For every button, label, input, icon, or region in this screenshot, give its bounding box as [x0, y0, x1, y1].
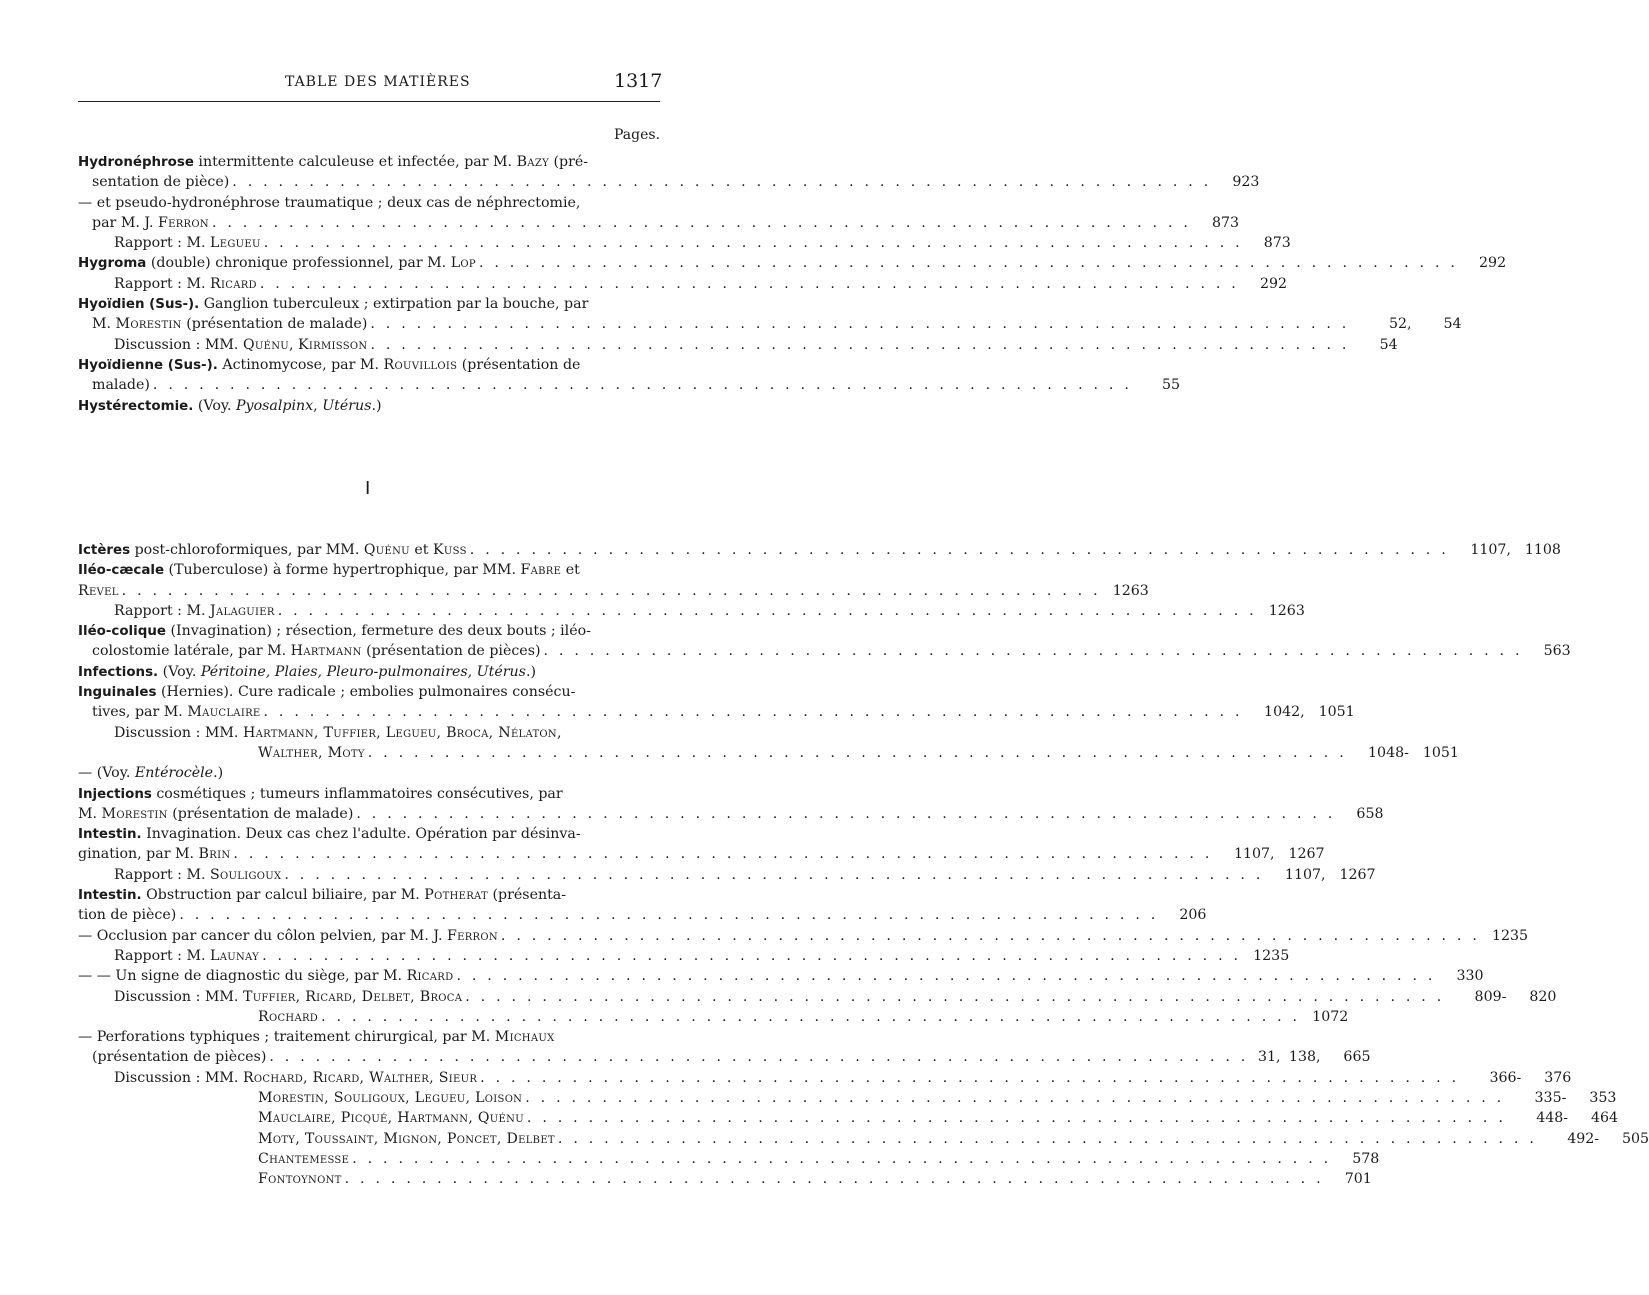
index-entry: — (Voy. Entérocèle.) — [78, 765, 224, 782]
index-entry: Chantemesse . . . . . . . . . . . . . . . . . . . . . . . . . . . . . . . . . . . . . . . . . . . . . . . . . . . . . . . . . . . . . . . . 578 — [258, 1150, 1380, 1167]
index-entry: Ictères post-chloroformiques, par MM. Quénu et Kuss . . . . . . . . . . . . . . . . . . . . . . . . . . . . . . . . . . . . . . . . . . . . . . . . . . . . . . . . . . . . . . . . 1107, 1108 — [78, 542, 1561, 558]
index-entry-cont: M. Morestin (présentation de malade) . . . . . . . . . . . . . . . . . . . . . . . . . . . . . . . . . . . . . . . . . . . . . . . . . . . . . . . . . . . . . . . . 52, 54 — [92, 316, 1462, 333]
pages-column-label: Pages. — [614, 127, 661, 143]
index-entry: Hystérectomie. (Voy. Pyosalpinx, Utérus.) — [78, 397, 382, 414]
page-number: 1317 — [614, 70, 663, 92]
index-entry: Rapport : M. Ricard . . . . . . . . . . . . . . . . . . . . . . . . . . . . . . . . . . . . . . . . . . . . . . . . . . . . . . . . . . . . . . . . 292 — [114, 275, 1288, 292]
index-entry: Morestin, Souligoux, Legueu, Loison . . . . . . . . . . . . . . . . . . . . . . . . . . . . . . . . . . . . . . . . . . . . . . . . . . . . . . . . . . . . . . . . 335- 353 — [258, 1090, 1617, 1107]
index-entry: Discussion : MM. Quénu, Kirmisson . . . . . . . . . . . . . . . . . . . . . . . . . . . . . . . . . . . . . . . . . . . . . . . . . . . . . . . . . . . . . . . . 54 — [114, 336, 1398, 353]
index-entry: — — Un signe de diagnostic du siège, par M. Ricard . . . . . . . . . . . . . . . . . . . . . . . . . . . . . . . . . . . . . . . . . . . . . . . . . . . . . . . . . . . . . . . . 330 — [78, 968, 1484, 985]
index-entry: Iléo-colique (Invagination) ; résection, fermeture des deux bouts ; iléo- — [78, 623, 591, 640]
index-entry: Injections cosmétiques ; tumeurs inflammatoires consécutives, par — [78, 785, 563, 802]
index-entry: Hydronéphrose intermittente calculeuse et infectée, par M. Bazy (pré- — [78, 154, 589, 170]
index-entry: Mauclaire, Picqué, Hartmann, Quénu . . . . . . . . . . . . . . . . . . . . . . . . . . . . . . . . . . . . . . . . . . . . . . . . . . . . . . . . . . . . . . . . 448- 464 — [258, 1110, 1619, 1127]
section-letter: I — [365, 478, 371, 499]
index-entry: — Perforations typhiques ; traitement chirurgical, par M. Michaux — [78, 1029, 555, 1046]
index-entry-cont: (présentation de pièces) . . . . . . . . . . . . . . . . . . . . . . . . . . . . . . . . . . . . . . . . . . . . . . . . . . . . . . . . . . . . . . . . 31, 138, 665 — [92, 1049, 1371, 1066]
index-entry-cont: Revel . . . . . . . . . . . . . . . . . . . . . . . . . . . . . . . . . . . . . . . . . . . . . . . . . . . . . . . . . . . . . . . . 1263 — [78, 582, 1149, 599]
index-entry: — et pseudo-hydronéphrose traumatique ; deux cas de néphrectomie, — [78, 194, 581, 211]
index-entry: Rapport : M. Souligoux . . . . . . . . . . . . . . . . . . . . . . . . . . . . . . . . . . . . . . . . . . . . . . . . . . . . . . . . . . . . . . . . 1107, 1267 — [114, 866, 1376, 883]
index-entry: Intestin. Invagination. Deux cas chez l'adulte. Opération par désinva- — [78, 826, 581, 843]
index-entry: Rapport : M. Launay . . . . . . . . . . . . . . . . . . . . . . . . . . . . . . . . . . . . . . . . . . . . . . . . . . . . . . . . . . . . . . . . 1235 — [114, 947, 1290, 964]
index-entry-cont: sentation de pièce) . . . . . . . . . . . . . . . . . . . . . . . . . . . . . . . . . . . . . . . . . . . . . . . . . . . . . . . . . . . . . . . . 923 — [92, 174, 1260, 191]
index-entry: Moty, Toussaint, Mignon, Poncet, Delbet . . . . . . . . . . . . . . . . . . . . . . . . . . . . . . . . . . . . . . . . . . . . . . . . . . . . . . . . . . . . . . . . 492- 505 — [258, 1130, 1649, 1147]
index-entry: Intestin. Obstruction par calcul biliaire, par M. Potherat (présenta- — [78, 887, 567, 904]
index-section-i — [78, 540, 1649, 1190]
index-entry-cont: Walther, Moty . . . . . . . . . . . . . . . . . . . . . . . . . . . . . . . . . . . . . . . . . . . . . . . . . . . . . . . . . . . . . . . . 1048- 1051 — [258, 744, 1459, 761]
index-entry: Discussion : MM. Tuffier, Ricard, Delbet, Broca . . . . . . . . . . . . . . . . . . . . . . . . . . . . . . . . . . . . . . . . . . . . . . . . . . . . . . . . . . . . . . . . 809- 820 — [114, 988, 1557, 1005]
header-rule — [78, 101, 660, 102]
index-entry: Hyoïdienne (Sus-). Actinomycose, par M. Rouvillois (présentation de — [78, 356, 581, 373]
index-entry: Hyoïdien (Sus-). Ganglion tuberculeux ; extirpation par la bouche, par — [78, 296, 589, 313]
index-entry: Rochard . . . . . . . . . . . . . . . . . . . . . . . . . . . . . . . . . . . . . . . . . . . . . . . . . . . . . . . . . . . . . . . . 1072 — [258, 1008, 1349, 1025]
index-entry: Discussion : MM. Hartmann, Tuffier, Legueu, Broca, Nélaton, — [114, 724, 562, 741]
index-entry: Fontoynont . . . . . . . . . . . . . . . . . . . . . . . . . . . . . . . . . . . . . . . . . . . . . . . . . . . . . . . . . . . . . . . . 701 — [258, 1171, 1372, 1188]
index-entry-cont: tives, par M. Mauclaire . . . . . . . . . . . . . . . . . . . . . . . . . . . . . . . . . . . . . . . . . . . . . . . . . . . . . . . . . . . . . . . . 1042, 1051 — [92, 704, 1355, 721]
index-entry-cont: colostomie latérale, par M. Hartmann (présentation de pièces) . . . . . . . . . . . . . . . . . . . . . . . . . . . . . . . . . . . . . . . . . . . . . . . . . . . . . . . . . . . . . . . . 563 — [92, 643, 1571, 660]
index-entry: Rapport : M. Legueu . . . . . . . . . . . . . . . . . . . . . . . . . . . . . . . . . . . . . . . . . . . . . . . . . . . . . . . . . . . . . . . . 873 — [114, 235, 1291, 252]
index-entry: Rapport : M. Jalaguier . . . . . . . . . . . . . . . . . . . . . . . . . . . . . . . . . . . . . . . . . . . . . . . . . . . . . . . . . . . . . . . . 1263 — [114, 602, 1305, 619]
index-entry: Iléo-cæcale (Tuberculose) à forme hypertrophique, par MM. Fabre et — [78, 562, 580, 579]
index-entry: Inguinales (Hernies). Cure radicale ; embolies pulmonaires consécu- — [78, 684, 576, 701]
index-entry-cont: tion de pièce) . . . . . . . . . . . . . . . . . . . . . . . . . . . . . . . . . . . . . . . . . . . . . . . . . . . . . . . . . . . . . . . . 206 — [78, 907, 1207, 924]
index-entry-cont: M. Morestin (présentation de malade) . . . . . . . . . . . . . . . . . . . . . . . . . . . . . . . . . . . . . . . . . . . . . . . . . . . . . . . . . . . . . . . . 658 — [78, 805, 1384, 822]
header-title: TABLE DES MATIÈRES — [285, 74, 471, 90]
index-section-h — [78, 152, 1507, 416]
index-entry: Hygroma (double) chronique professionnel, par M. Lop . . . . . . . . . . . . . . . . . . . . . . . . . . . . . . . . . . . . . . . . . . . . . . . . . . . . . . . . . . . . . . . . 292 — [78, 255, 1507, 272]
index-entry-cont: gination, par M. Brin . . . . . . . . . . . . . . . . . . . . . . . . . . . . . . . . . . . . . . . . . . . . . . . . . . . . . . . . . . . . . . . . 1107, 1267 — [78, 846, 1325, 863]
index-entry: Infections. (Voy. Péritoine, Plaies, Pleuro-pulmonaires, Utérus.) — [78, 663, 536, 680]
index-entry-cont: malade) . . . . . . . . . . . . . . . . . . . . . . . . . . . . . . . . . . . . . . . . . . . . . . . . . . . . . . . . . . . . . . . . 55 — [92, 377, 1181, 394]
index-entry-cont: par M. J. Ferron . . . . . . . . . . . . . . . . . . . . . . . . . . . . . . . . . . . . . . . . . . . . . . . . . . . . . . . . . . . . . . . . 873 — [92, 214, 1240, 231]
index-entry: Discussion : MM. Rochard, Ricard, Walther, Sieur . . . . . . . . . . . . . . . . . . . . . . . . . . . . . . . . . . . . . . . . . . . . . . . . . . . . . . . . . . . . . . . . 366- 376 — [114, 1069, 1572, 1086]
index-entry: — Occlusion par cancer du côlon pelvien, par M. J. Ferron . . . . . . . . . . . . . . . . . . . . . . . . . . . . . . . . . . . . . . . . . . . . . . . . . . . . . . . . . . . . . . . . 1235 — [78, 927, 1529, 944]
